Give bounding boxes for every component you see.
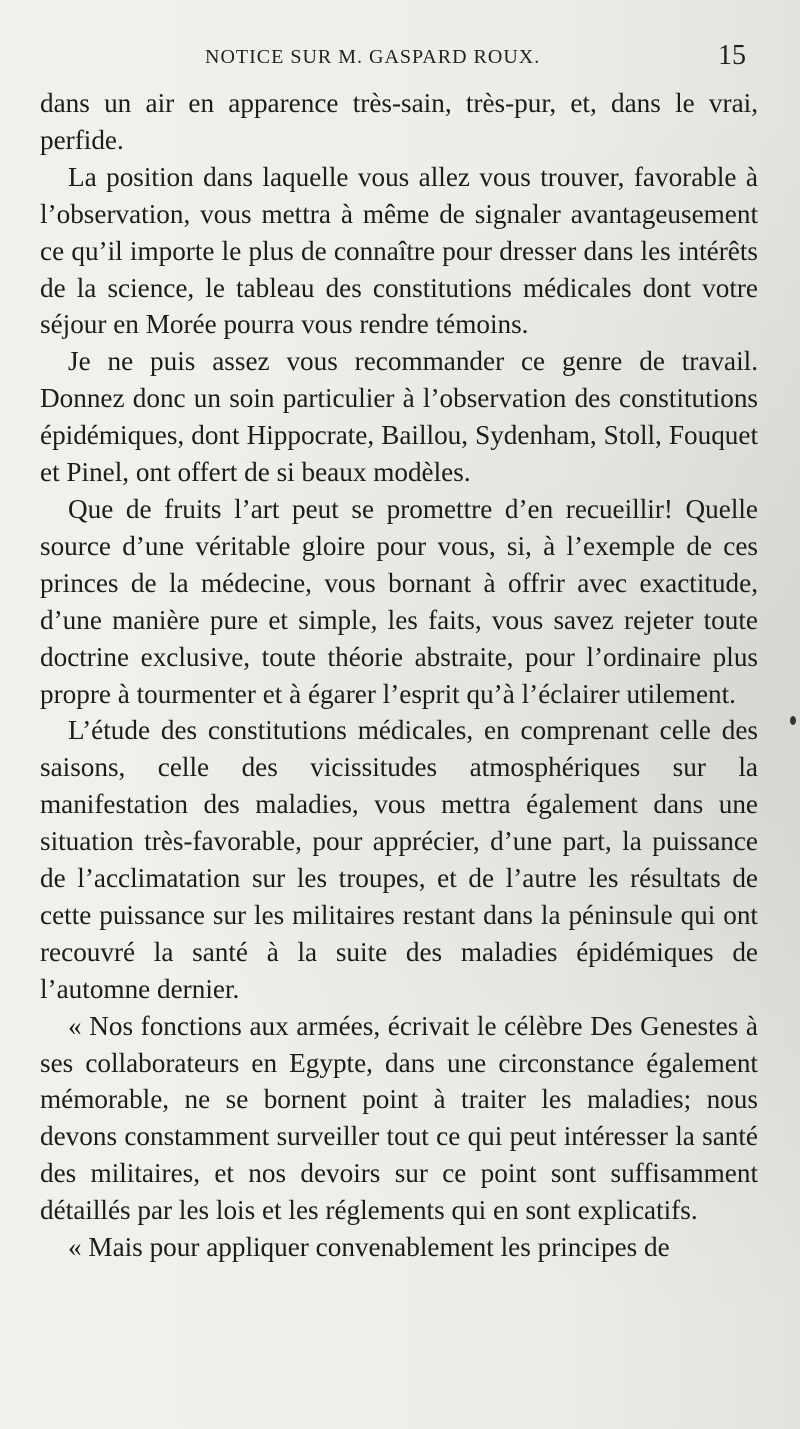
running-title: NOTICE SUR M. GASPARD ROUX. bbox=[205, 46, 541, 68]
quoted-paragraph: « Mais pour appliquer convenablement les principes de bbox=[68, 1232, 670, 1263]
paragraph: L’étude des constitutions médicales, en comprenant celle des saisons, celle des vicissitudes atmosphériques sur la manifestation des maladies, vous mettra également dans une situation très-favorable, pour apprécier, d’une part, la puissance de l’acclimatation sur les troupes, et de l’autre les résultats de cette puissance sur les militaires restant dans la péninsule qui ont recouvré la santé à la suite des maladies épidémiques de l’automne dernier. bbox=[40, 715, 758, 1004]
paragraph-continuation: dans un air en apparence très-sain, très-pur, et, dans le vrai, perfide. bbox=[40, 88, 758, 155]
body-text bbox=[40, 85, 758, 1266]
quoted-paragraph: « Nos fonctions aux armées, écrivait le célèbre Des Genestes à ses collaborateurs en Egypte, dans une circonstance également mémorable, ne se bornent point à traiter les maladies; nous devons constamment surveiller tout ce qui peut intéresser la santé des militaires, et nos devoirs sur ce point sont suffisamment détaillés par les lois et les réglements qui en sont explicatifs. bbox=[40, 1010, 758, 1226]
page-header bbox=[0, 40, 800, 80]
page-number: 15 bbox=[718, 40, 746, 71]
paragraph: Que de fruits l’art peut se promettre d’en recueillir! Quelle source d’une véritable gloire pour vous, si, à l’exemple de ces princes de la médecine, vous bornant à offrir avec exactitude, d’une manière pure et simple, les faits, vous savez rejeter toute doctrine exclusive, toute théorie abstraite, pour l’ordinaire plus propre à tourmenter et à égarer l’esprit qu’à l’éclairer utilement. bbox=[40, 493, 758, 709]
ink-spot bbox=[790, 716, 796, 725]
paragraph: La position dans laquelle vous allez vous trouver, favorable à l’observation, vous mettra à même de signaler avantageusement ce qu’il importe le plus de connaître pour dresser dans les intérêts de la science, le tableau des constitutions médicales dont votre séjour en Morée pourra vous rendre témoins. bbox=[40, 161, 758, 340]
paragraph: Je ne puis assez vous recommander ce genre de travail. Donnez donc un soin particulier à l’observation des constitutions épidémiques, dont Hippocrate, Baillou, Sydenham, Stoll, Fouquet et Pinel, ont offert de si beaux modèles. bbox=[40, 346, 758, 488]
